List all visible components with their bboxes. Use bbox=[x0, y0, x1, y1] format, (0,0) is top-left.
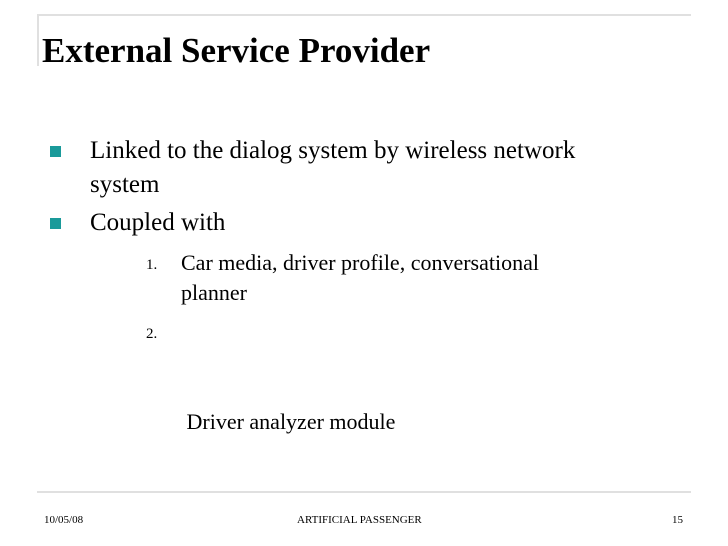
frame-top-rule bbox=[37, 14, 691, 16]
bullet-item-1-line-1: Linked to the dialog system by wireless network bbox=[90, 137, 576, 164]
bullet-item-1-line-2: system bbox=[90, 171, 160, 198]
square-bullet-icon bbox=[50, 146, 61, 157]
footer-page-number: 15 bbox=[672, 514, 683, 526]
sub-item-2 bbox=[146, 317, 396, 467]
sub-item-2-line-1: Driver analyzer module bbox=[181, 409, 396, 434]
sub-item-1-number: 1. bbox=[146, 257, 158, 273]
sub-item-1-line-2: planner bbox=[181, 280, 247, 305]
bullet-item-1 bbox=[90, 134, 575, 202]
frame-left-rule bbox=[37, 14, 39, 66]
bullet-item-2-line-1: Coupled with bbox=[90, 209, 226, 236]
sub-item-2-number: 2. bbox=[146, 326, 158, 342]
square-bullet-icon bbox=[50, 218, 61, 229]
sub-item-1-line-1: Car media, driver profile, conversational bbox=[181, 250, 539, 275]
bullet-item-2 bbox=[90, 206, 225, 240]
slide-title: External Service Provider bbox=[42, 31, 431, 70]
footer-title: ARTIFICIAL PASSENGER bbox=[297, 514, 422, 526]
footer-date: 10/05/08 bbox=[44, 514, 84, 526]
sub-item-1 bbox=[146, 248, 539, 308]
footer-rule bbox=[37, 491, 691, 493]
